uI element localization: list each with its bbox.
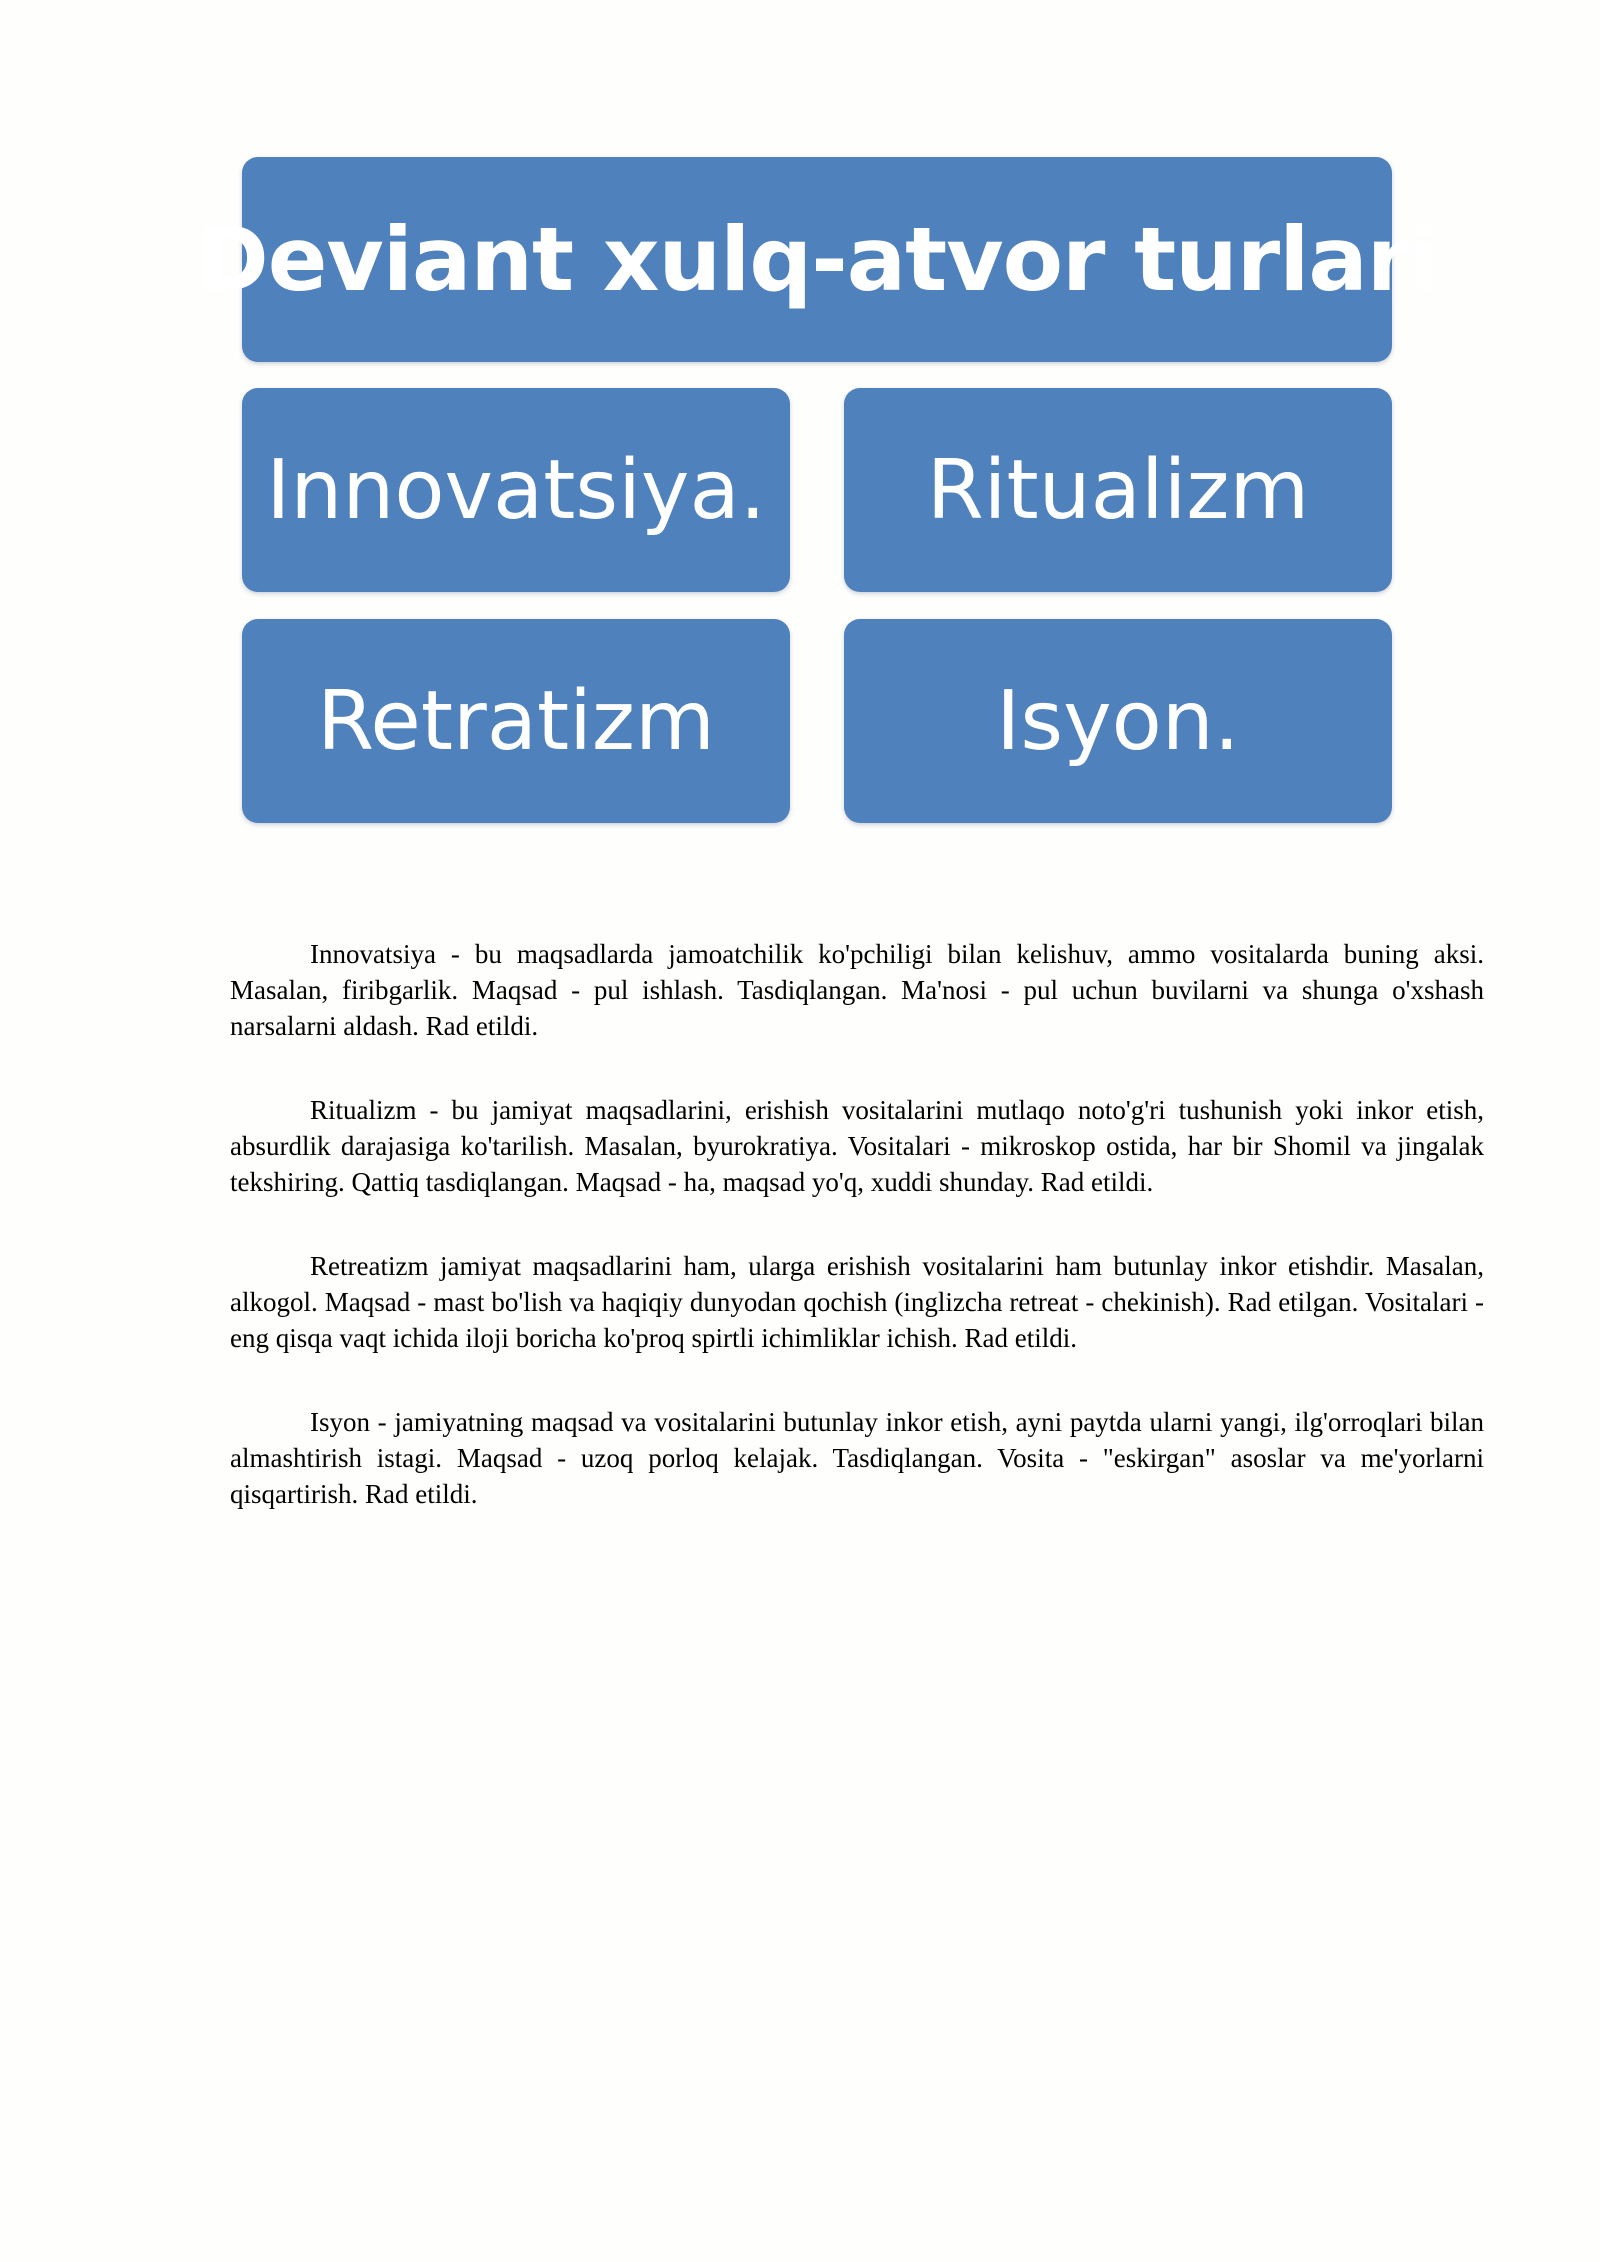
- diagram-title: Deviant xulq-atvor turlari: [242, 157, 1392, 362]
- paragraph-retreatizm: Retreatizm jamiyat maqsadlarini ham, ularga erishish vositalarini ham butunlay inkor etishdir. Masalan, alkogol. Maqsad - mast bo'lish va haqiqiy dunyodan qochish (inglizcha retreat - chekinish). Rad etilgan. Vositalari - eng qisqa vaqt ichida iloji boricha ko'proq spirtli ichimliklar ichish. Rad etildi.: [230, 1251, 1484, 1353]
- diagram: [0, 0, 1600, 860]
- paragraph-ritualizm: Ritualizm - bu jamiyat maqsadlarini, erishish vositalarini mutlaqo noto'g'ri tushunish yoki inkor etish, absurdlik darajasiga ko'tarilish. Masalan, byurokratiya. Vositalari - mikroskop ostida, har bir Shomil va jingalak tekshiring. Qattiq tasdiqlangan. Maqsad - ha, maqsad yo'q, xuddi shunday. Rad etildi.: [230, 1095, 1484, 1197]
- diagram-item-innovatsiya: Innovatsiya.: [242, 388, 790, 592]
- diagram-item-retratizm: Retratizm: [242, 619, 790, 823]
- diagram-item-ritualizm: Ritualizm: [844, 388, 1392, 592]
- paragraph-isyon: Isyon - jamiyatning maqsad va vositalarini butunlay inkor etish, ayni paytda ularni yangi, ilg'orroqlari bilan almashtirish istagi. Maqsad - uzoq porloq kelajak. Tasdiqlangan. Vosita - "eskirgan" asoslar va me'yorlarni qisqartirish. Rad etildi.: [230, 1407, 1484, 1509]
- paragraph-innovatsiya: Innovatsiya - bu maqsadlarda jamoatchilik ko'pchiligi bilan kelishuv, ammo vositalarda buning aksi. Masalan, firibgarlik. Maqsad - pul ishlash. Tasdiqlangan. Ma'nosi - pul uchun buvilarni va shunga o'xshash narsalarni aldash. Rad etildi.: [230, 939, 1484, 1041]
- body-text: [230, 936, 1484, 1560]
- diagram-item-isyon: Isyon.: [844, 619, 1392, 823]
